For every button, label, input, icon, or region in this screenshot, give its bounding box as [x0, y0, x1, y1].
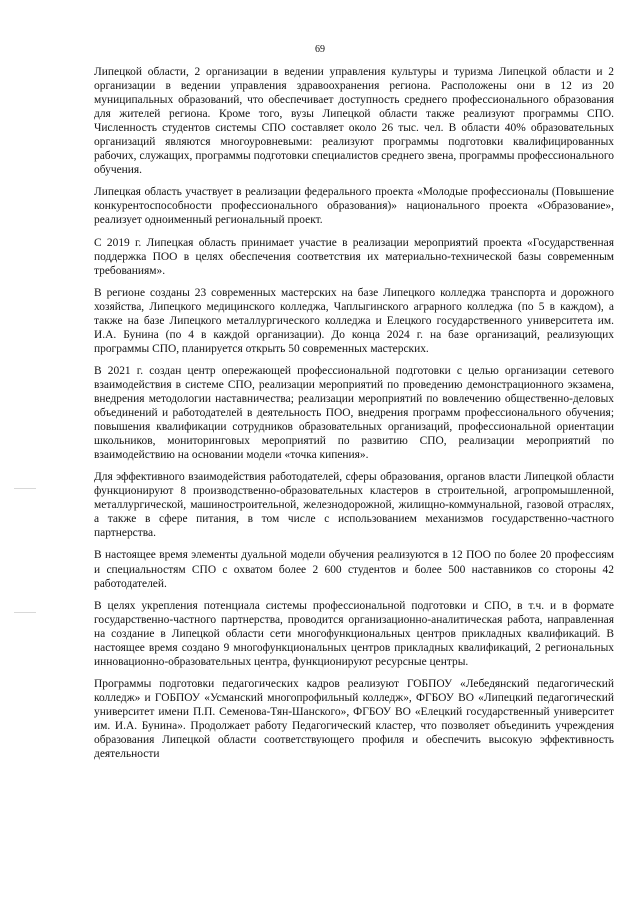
paragraph: С 2019 г. Липецкая область принимает участие в реализации мероприятий проекта «Государственная поддержка ПОО в целях обеспечения соответствия их материально-технической базы современным требованиям». [94, 236, 614, 277]
page-number: 69 [315, 44, 325, 55]
paragraph: Липецкой области, 2 организации в ведении управления культуры и туризма Липецкой области и 2 организации в ведении управления здравоохранения региона. Расположены они в 12 из 20 муниципальных образований, что обеспечивает доступность среднего профессионального образования для жителей региона. Кроме того, вузы Липецкой области также реализуют программы СПО. Численность студентов системы СПО составляет около 26 тыс. чел. В области 40% образовательных организаций являются многоуровневыми: реализуют программы подготовки квалифицированных рабочих, служащих, программы подготовки специалистов среднего звена, программы профессионального обучения. [94, 66, 614, 177]
paragraph: В 2021 г. создан центр опережающей профессиональной подготовки с целью организации сетевого взаимодействия в системе СПО, реализации мероприятий по проведению демонстрационного экзамена, внедрения методологии наставничества; реализации мероприятий по вовлечению общественно-деловых объединений и работодателей в деятельность ПОО, внедрения программ профессионального обучения; повышения квалификации сотрудников образовательных организаций, профессиональной ориентации школьников, мониторинговых мероприятий по развитию СПО, реализации мероприятий по взаимодействию на основании модели «точка кипения». [94, 364, 614, 462]
paragraph: В регионе созданы 23 современных мастерских на базе Липецкого колледжа транспорта и дорожного хозяйства, Липецкого медицинского колледжа, Чаплыгинского аграрного колледжа (по 5 в каждом), а также на базе Липецкого металлургического колледжа и Елецкого государственного университета им. И.А. Бунина (по 4 в каждой организации). До конца 2024 г. на базе организаций, реализующих программы СПО, планируется открыть 50 современных мастерских. [94, 286, 614, 355]
paragraph: В настоящее время элементы дуальной модели обучения реализуются в 12 ПОО по более 20 профессиям и специальностям СПО с охватом более 2 600 студентов и более 500 наставников со стороны 42 работодателей. [94, 549, 614, 590]
document-body [94, 65, 614, 769]
margin-mark [14, 612, 36, 613]
paragraph: Для эффективного взаимодействия работодателей, сферы образования, органов власти Липецкой области функционируют 8 производственно-образовательных кластеров в строительной, агропромышленной, металлургической, машиностроительной, железнодорожной, жилищно-коммунальной, газовой отраслях, а также в сфере питания, в том числе с использованием механизмов государственно-частного партнерства. [94, 471, 614, 540]
margin-mark [14, 488, 36, 489]
paragraph: В целях укрепления потенциала системы профессиональной подготовки и СПО, в т.ч. и в формате государственно-частного партнерства, проводится организационно-аналитическая работа, направленная на создание в Липецкой области сети многофункциональных центров прикладных квалификаций. В настоящее время создано 9 многофункциональных центров прикладных квалификаций, 2 региональных инновационно-образовательных центра, функционируют ресурсные центры. [94, 599, 614, 668]
paragraph: Липецкая область участвует в реализации федерального проекта «Молодые профессионалы (Повышение конкурентоспособности профессионального образования)» национального проекта «Образование», реализует одноименный региональный проект. [94, 186, 614, 227]
paragraph: Программы подготовки педагогических кадров реализуют ГОБПОУ «Лебедянский педагогический колледж» и ГОБПОУ «Усманский многопрофильный колледж», ФГБОУ ВО «Липецкий педагогический университет имени П.П. Семенова-Тян-Шанского», ФГБОУ ВО «Елецкий государственный университет им. И.А. Бунина». Продолжает работу Педагогический кластер, что позволяет объединить учреждения образования Липецкой области соответствующего профиля и обеспечить высокую эффективность деятельности [94, 677, 614, 761]
